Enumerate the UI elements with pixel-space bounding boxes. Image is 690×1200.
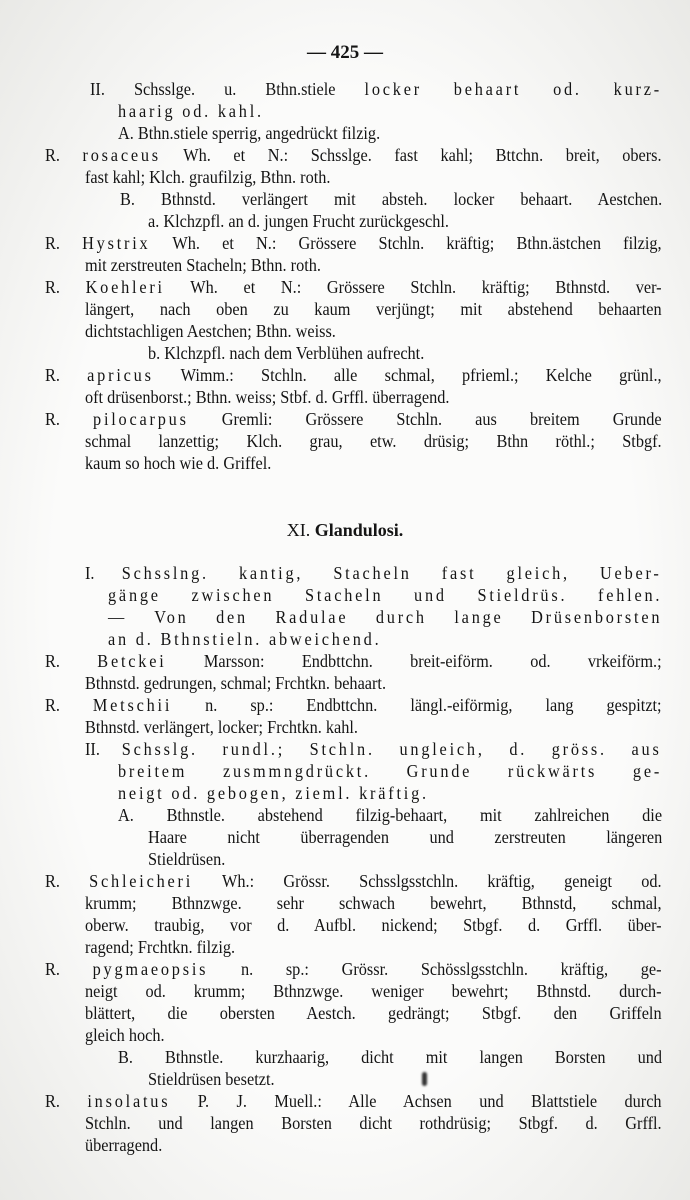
text-line <box>85 716 358 738</box>
text-line <box>85 738 662 760</box>
spaced-text: Schsslng. kantig, Stacheln fast gleich, Ueber- <box>121 563 662 583</box>
text-segment: Wh. et N.: Grössere Stchln. kräftig; Bthnstd. ver- <box>164 277 662 297</box>
spaced-text: rosaceus <box>82 145 161 165</box>
spaced-text: an d. Bthnstieln. abweichend. <box>108 629 382 649</box>
text-segment: P. J. Muell.: Alle Achsen und Blattstiele durch <box>170 1091 662 1111</box>
text-line <box>118 1046 662 1068</box>
text-line <box>85 914 662 936</box>
text-segment: fast kahl; Klch. graufilzig, Bthn. roth. <box>85 167 331 187</box>
text-segment: I. <box>85 563 122 583</box>
text-segment: neigt od. krumm; Bthnzwge. weniger bewehrt; Bthnstd. durch- <box>85 981 662 1001</box>
text-segment: Stieldrüsen. <box>148 849 226 869</box>
text-line <box>45 694 662 716</box>
text-line <box>108 606 662 628</box>
text-segment: Haare nicht überragenden und zerstreuten längeren <box>148 827 663 847</box>
text-segment: Bthnstd. gedrungen, schmal; Frchtkn. behaart. <box>85 673 387 693</box>
text-segment: R. <box>45 365 88 385</box>
text-segment: Wh. et N.: Grössere Stchln. kräftig; Bthn.ästchen filzig, <box>150 233 662 253</box>
spaced-text: Koehleri <box>85 277 165 297</box>
text-segment: n. sp.: Grössr. Schösslgsstchln. kräftig, ge- <box>208 959 662 979</box>
text-segment: R. <box>45 651 98 671</box>
text-segment: A. Bthnstle. abstehend filzig-behaart, mit zahlreichen die <box>118 805 663 825</box>
text-segment: R. <box>45 233 83 253</box>
spaced-text: Metschii <box>92 695 173 715</box>
text-segment: Stieldrüsen besetzt. <box>148 1069 275 1089</box>
text-line <box>45 408 662 430</box>
text-line <box>118 760 662 782</box>
text-line <box>45 276 662 298</box>
text-segment: Bthnstd. verlängert, locker; Frchtkn. kahl. <box>85 717 358 737</box>
text-line <box>118 804 662 826</box>
text-segment: II. <box>85 739 122 759</box>
text-segment: Stchln. und langen Borsten dicht rothdrüsig; Stbgf. d. Grffl. <box>85 1113 662 1133</box>
text-line <box>108 628 381 650</box>
text-line <box>148 1068 275 1090</box>
text-line <box>45 364 662 386</box>
text-line <box>85 1112 662 1134</box>
text-segment: blättert, die obersten Aestch. gedrängt; Stbgf. den Griffeln <box>85 1003 662 1023</box>
spaced-text: pygmaeopsis <box>92 959 209 979</box>
ink-blot <box>422 1072 427 1086</box>
text-line <box>90 78 662 100</box>
page-number: — 425 — <box>307 42 383 63</box>
text-segment: A. Bthn.stiele sperrig, angedrückt filzig. <box>118 123 381 143</box>
text-segment: längert, nach oben zu kaum verjüngt; mit abstehend behaarten <box>85 299 662 319</box>
text-line <box>85 1134 162 1156</box>
text-segment: oberw. traubig, vor d. Aufbl. nickend; Stbgf. d. Grffl. über- <box>85 915 662 935</box>
text-segment: krumm; Bthnzwge. sehr schwach bewehrt, Bthnstd, schmal, <box>85 893 662 913</box>
text-segment: Gremli: Grössere Stchln. aus breitem Grunde <box>188 409 662 429</box>
text-segment: kaum so hoch wie d. Griffel. <box>85 453 272 473</box>
text-segment: II. Schsslge. u. Bthn.stiele <box>90 79 365 99</box>
text-line <box>148 826 662 848</box>
text-segment: B. Bthnstle. kurzhaarig, dicht mit langen Borsten und <box>118 1047 663 1067</box>
text-line <box>85 298 662 320</box>
text-segment: R. <box>45 409 94 429</box>
text-line <box>85 672 386 694</box>
text-line <box>85 562 662 584</box>
text-line <box>118 122 380 144</box>
spaced-text: haarig od. kahl. <box>118 101 264 121</box>
spaced-text: Betckei <box>97 651 167 671</box>
text-segment: Wimm.: Stchln. alle schmal, pfrieml.; Kelche grünl., <box>153 365 662 385</box>
text-line <box>148 342 424 364</box>
text-segment: oft drüsenborst.; Bthn. weiss; Stbf. d. Grffl. überragend. <box>85 387 450 407</box>
spaced-text: Schleicheri <box>89 871 194 891</box>
text-line <box>85 936 235 958</box>
text-segment: n. sp.: Endbttchn. längl.-eiförmig, lang gespitzt; <box>172 695 662 715</box>
text-line <box>45 650 662 672</box>
spaced-text: neigt od. gebogen, zieml. kräftig. <box>118 783 429 803</box>
text-line <box>108 584 662 606</box>
text-line <box>85 980 662 1002</box>
spaced-text: Schsslg. rundl.; Stchln. ungleich, d. gröss. aus <box>121 739 662 759</box>
text-line <box>85 1024 165 1046</box>
text-segment: R. <box>45 145 83 165</box>
text-line <box>148 210 449 232</box>
text-segment: ragend; Frchtkn. filzig. <box>85 937 236 957</box>
spaced-text: breitem zusmmngdrückt. Grunde rückwärts ge- <box>118 761 663 781</box>
text-segment: R. <box>45 277 86 297</box>
text-segment: B. Bthnstd. verlängert mit absteh. locker behaart. Aestchen. <box>120 189 663 209</box>
text-line <box>85 430 662 452</box>
text-segment: R. <box>45 695 93 715</box>
text-segment: Wh. et N.: Schsslge. fast kahl; Bttchn. breit, obers. <box>160 145 662 165</box>
spaced-text: gänge zwischen Stacheln und Stieldrüs. fehlen. <box>108 585 663 605</box>
text-segment: mit zerstreuten Stacheln; Bthn. roth. <box>85 255 321 275</box>
text-segment: R. <box>45 959 93 979</box>
spaced-text: apricus <box>87 365 154 385</box>
text-line <box>85 254 321 276</box>
text-segment: dichtstachligen Aestchen; Bthn. weiss. <box>85 321 336 341</box>
text-line <box>85 452 271 474</box>
section-title: Glandulosi. <box>314 520 404 540</box>
text-line <box>85 892 662 914</box>
text-segment: R. <box>45 871 90 891</box>
text-segment: a. Klchzpfl. an d. jungen Frucht zurückgeschl. <box>148 211 450 231</box>
spaced-text: — Von den Radulae durch lange Drüsenborsten <box>108 607 663 627</box>
text-segment: b. Klchzpfl. nach dem Verblühen aufrecht. <box>148 343 425 363</box>
spaced-text: locker behaart od. kurz- <box>364 79 662 99</box>
spaced-text: insolatus <box>87 1091 171 1111</box>
text-line <box>120 188 662 210</box>
text-segment: überragend. <box>85 1135 163 1155</box>
text-line <box>85 1002 662 1024</box>
section-number: XI. <box>286 520 311 540</box>
text-line <box>118 100 264 122</box>
text-segment: gleich hoch. <box>85 1025 165 1045</box>
text-segment: R. <box>45 1091 88 1111</box>
text-line <box>85 386 449 408</box>
spaced-text: Hystrix <box>82 233 151 253</box>
text-line <box>45 1090 662 1112</box>
text-line <box>45 232 662 254</box>
text-segment: Wh.: Grössr. Schsslgsstchln. kräftig, geneigt od. <box>193 871 662 891</box>
text-line <box>85 166 330 188</box>
section-heading <box>0 520 690 541</box>
spaced-text: pilocarpus <box>93 409 189 429</box>
text-line <box>45 958 662 980</box>
text-segment: schmal lanzettig; Klch. grau, etw. drüsig; Bthn röthl.; Stbgf. <box>85 431 662 451</box>
text-line <box>45 870 662 892</box>
text-line <box>148 848 225 870</box>
text-line <box>45 144 662 166</box>
text-line <box>85 320 336 342</box>
text-line <box>118 782 429 804</box>
text-segment: Marsson: Endbttchn. breit-eiförm. od. vrkeiförm.; <box>166 651 662 671</box>
